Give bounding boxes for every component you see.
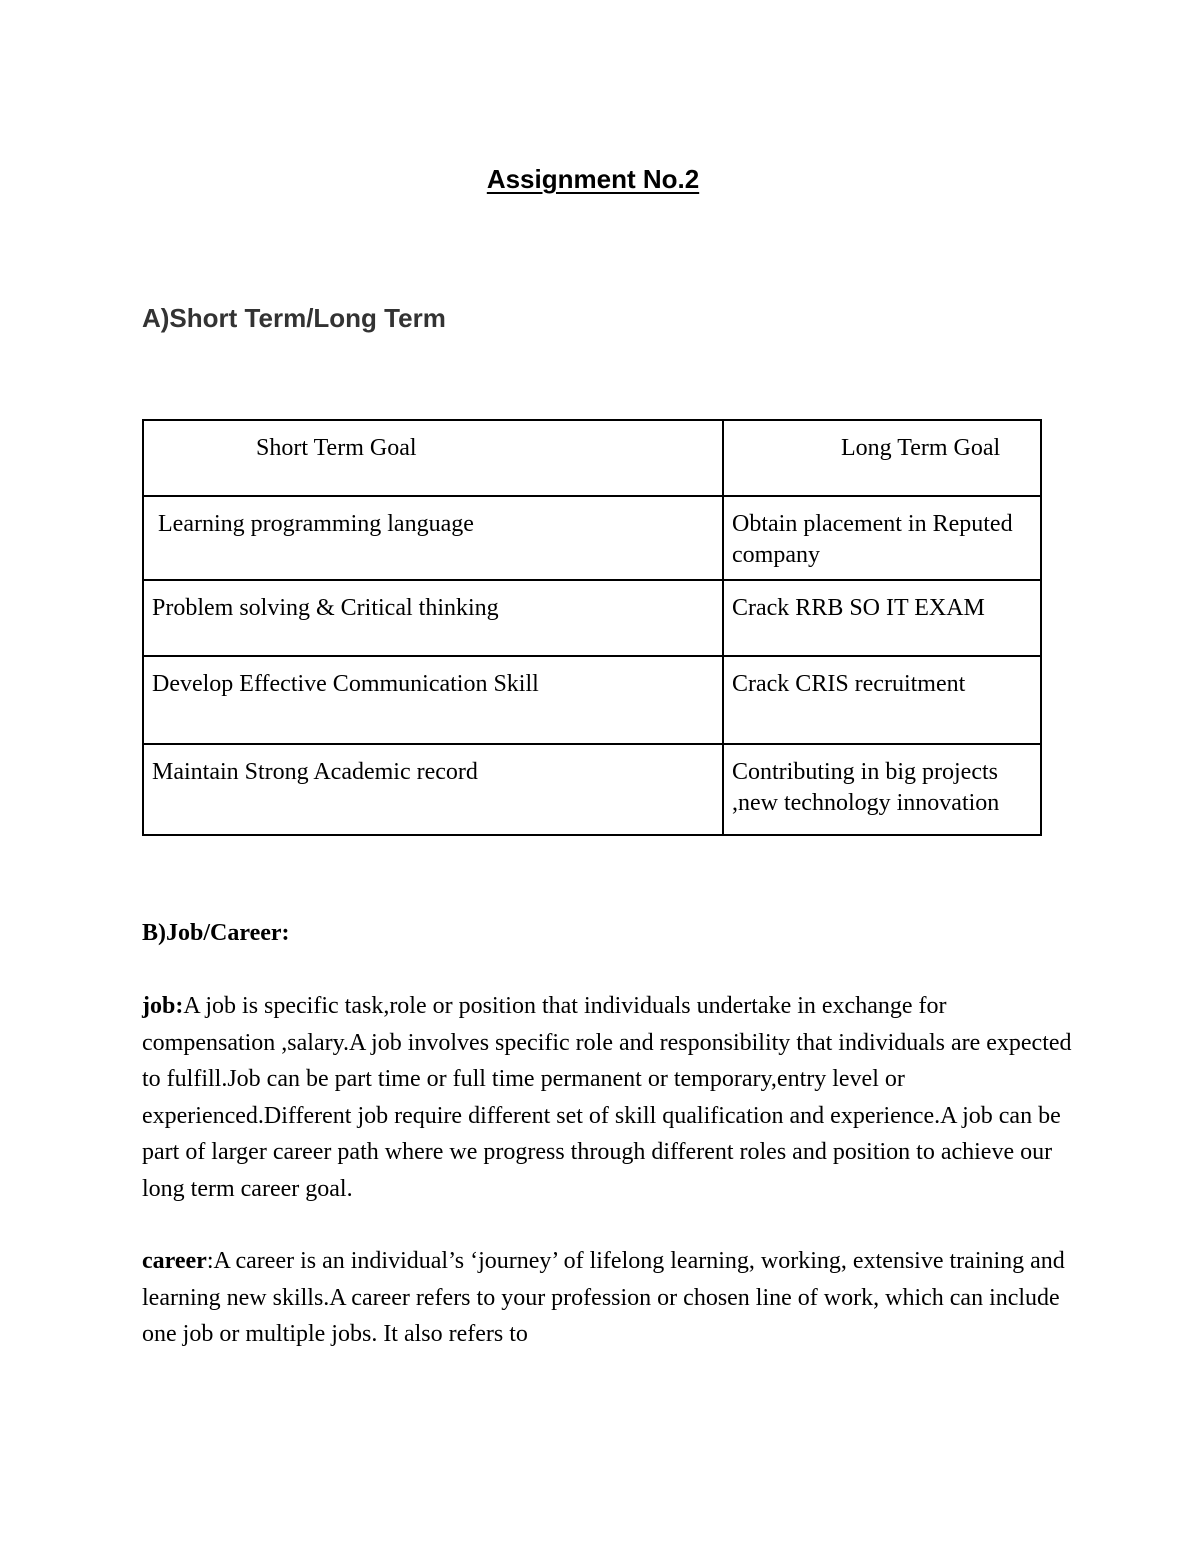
job-term: job: [142,993,184,1019]
table-row [143,580,1041,656]
section-a-heading: A)Short Term/Long Term [142,303,446,333]
header-long-term-goal: Long Term Goal [723,420,1041,496]
table-header-row [143,420,1041,496]
career-paragraph [142,1243,1072,1353]
career-term: career [142,1248,207,1274]
table-row [143,744,1041,835]
short-term-cell: Maintain Strong Academic record [143,744,723,835]
table-row [143,496,1041,580]
short-term-cell: Learning programming language [143,496,723,580]
document-title: Assignment No.2 [486,164,700,194]
short-term-cell: Develop Effective Communication Skill [143,656,723,744]
short-term-cell: Problem solving & Critical thinking [143,580,723,656]
table-row [143,656,1041,744]
long-term-cell: Obtain placement in Reputed company [723,496,1041,580]
goals-table [142,419,1042,836]
section-b-heading: B)Job/Career: [142,920,290,946]
long-term-cell: Contributing in big projects ,new technology innovation [723,744,1041,835]
career-definition: :A career is an individual’s ‘journey’ of lifelong learning, working, extensive training and learning new skills.A career refers to your profession or chosen line of work, which can include one job or multiple jobs. It also refers to [142,1248,1065,1348]
job-paragraph [142,988,1072,1208]
long-term-cell: Crack RRB SO IT EXAM [723,580,1041,656]
header-short-term-goal: Short Term Goal [143,420,723,496]
job-definition: A job is specific task,role or position that individuals undertake in exchange for compensation ,salary.A job involves specific role and responsibility that individuals are expected to fulfill.Job can be part time or full time permanent or temporary,entry level or experienced.Different job require different set of skill qualification and experience.A job can be part of larger career path where we progress through different roles and position to achieve our long term career goal. [142,993,1072,1202]
long-term-cell: Crack CRIS recruitment [723,656,1041,744]
